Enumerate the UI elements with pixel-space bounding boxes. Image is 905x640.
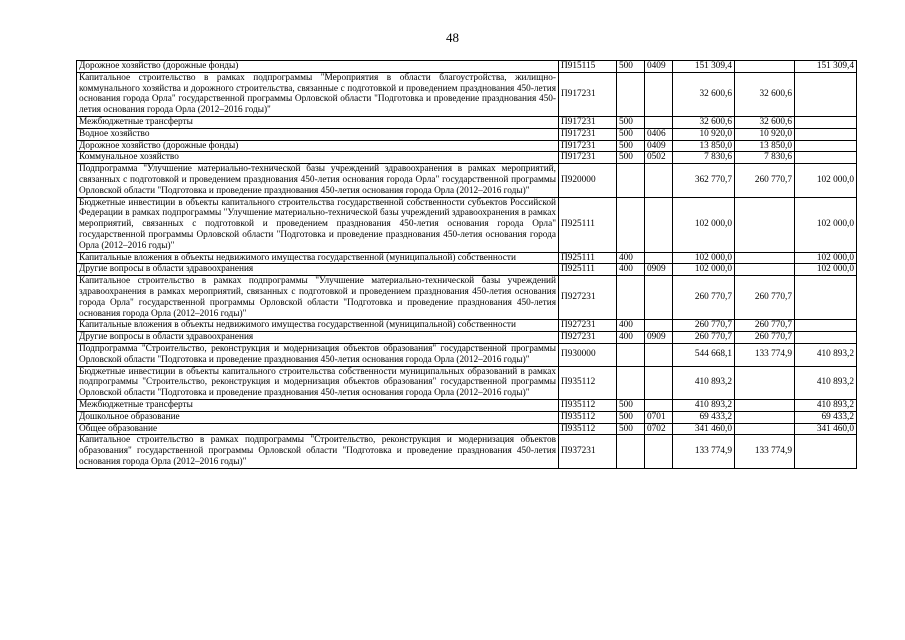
- row-amount-total: 32 600,6: [673, 116, 735, 128]
- row-target-code: П927231: [559, 320, 617, 332]
- row-amount-total: 410 893,2: [673, 366, 735, 399]
- row-section-code: [645, 116, 673, 128]
- row-section-code: [645, 343, 673, 366]
- row-expense-type: 500: [617, 423, 645, 435]
- row-amount-total: 260 770,7: [673, 320, 735, 332]
- page-number: 48: [446, 30, 459, 45]
- row-amount-regional: [735, 399, 795, 411]
- table-row: [77, 435, 857, 468]
- row-target-code: П925111: [559, 252, 617, 264]
- row-amount-total: 362 770,7: [673, 164, 735, 197]
- table-row: [77, 366, 857, 399]
- row-section-code: 0409: [645, 140, 673, 152]
- row-amount-total: 260 770,7: [673, 276, 735, 320]
- row-amount-regional: 260 770,7: [735, 276, 795, 320]
- table-row: [77, 343, 857, 366]
- row-amount-total: 69 433,2: [673, 411, 735, 423]
- row-section-code: 0909: [645, 332, 673, 344]
- table-row: [77, 128, 857, 140]
- row-description: Общее образование: [77, 423, 559, 435]
- table-row: [77, 72, 857, 116]
- row-expense-type: 500: [617, 128, 645, 140]
- row-target-code: П917231: [559, 72, 617, 116]
- row-expense-type: [617, 164, 645, 197]
- row-amount-federal: [795, 128, 857, 140]
- row-section-code: 0502: [645, 152, 673, 164]
- row-amount-regional: 32 600,6: [735, 116, 795, 128]
- row-amount-regional: [735, 264, 795, 276]
- row-section-code: [645, 197, 673, 252]
- row-amount-federal: 151 309,4: [795, 61, 857, 73]
- row-target-code: П917231: [559, 128, 617, 140]
- row-expense-type: 500: [617, 116, 645, 128]
- row-section-code: [645, 72, 673, 116]
- row-section-code: 0702: [645, 423, 673, 435]
- row-section-code: [645, 399, 673, 411]
- table-row: [77, 152, 857, 164]
- row-expense-type: 400: [617, 332, 645, 344]
- row-amount-federal: [795, 435, 857, 468]
- row-description: Дорожное хозяйство (дорожные фонды): [77, 140, 559, 152]
- row-description: Коммунальное хозяйство: [77, 152, 559, 164]
- row-amount-regional: [735, 366, 795, 399]
- row-amount-total: 102 000,0: [673, 252, 735, 264]
- row-amount-regional: [735, 423, 795, 435]
- row-amount-total: 151 309,4: [673, 61, 735, 73]
- row-section-code: 0701: [645, 411, 673, 423]
- row-amount-federal: [795, 72, 857, 116]
- row-amount-total: 102 000,0: [673, 197, 735, 252]
- row-expense-type: [617, 72, 645, 116]
- row-amount-regional: 260 770,7: [735, 320, 795, 332]
- row-amount-federal: 410 893,2: [795, 399, 857, 411]
- row-amount-total: 32 600,6: [673, 72, 735, 116]
- table-row: [77, 411, 857, 423]
- table-row: [77, 197, 857, 252]
- row-description: Межбюджетные трансферты: [77, 399, 559, 411]
- table-row: [77, 264, 857, 276]
- row-description: Капитальное строительство в рамках подпрограммы "Улучшение материально-технической базы учреждений здравоохранения в рамках мероприятий, связанных с подготовкой и проведением празднования 450-летия основания города Орла" государственной программы Орловской области "Подготовка и проведение празднования 450-летия основания города Орла (2012–2016 годы)": [77, 276, 559, 320]
- row-description: Другие вопросы в области здравоохранения: [77, 264, 559, 276]
- row-description: Дорожное хозяйство (дорожные фонды): [77, 61, 559, 73]
- table-row: [77, 332, 857, 344]
- row-amount-total: 410 893,2: [673, 399, 735, 411]
- row-amount-federal: 69 433,2: [795, 411, 857, 423]
- row-expense-type: 400: [617, 320, 645, 332]
- row-target-code: П935112: [559, 411, 617, 423]
- row-target-code: П917231: [559, 116, 617, 128]
- row-description: Подпрограмма "Улучшение материально-технической базы учреждений здравоохранения в рамках мероприятий, связанных с подготовкой и проведением празднования 450-летия основания города Орла" государственной программы Орловской области "Подготовка и проведение празднования 450-летия основания города Орла (2012–2016 годы)": [77, 164, 559, 197]
- row-amount-regional: 13 850,0: [735, 140, 795, 152]
- row-target-code: П927231: [559, 276, 617, 320]
- row-expense-type: 500: [617, 152, 645, 164]
- row-amount-federal: 410 893,2: [795, 366, 857, 399]
- row-description: Водное хозяйство: [77, 128, 559, 140]
- row-description: Межбюджетные трансферты: [77, 116, 559, 128]
- row-amount-regional: 260 770,7: [735, 332, 795, 344]
- row-description: Другие вопросы в области здравоохранения: [77, 332, 559, 344]
- row-target-code: П915115: [559, 61, 617, 73]
- row-description: Дошкольное образование: [77, 411, 559, 423]
- table-row: [77, 399, 857, 411]
- row-amount-federal: 102 000,0: [795, 264, 857, 276]
- row-description: Подпрограмма "Строительство, реконструкция и модернизация объектов образования" государственной программы Орловской области "Подготовка и проведение празднования 450-летия основания города Орла (2012–2016 годы)": [77, 343, 559, 366]
- row-expense-type: [617, 197, 645, 252]
- row-expense-type: 500: [617, 61, 645, 73]
- row-amount-federal: [795, 276, 857, 320]
- row-amount-regional: [735, 411, 795, 423]
- row-amount-regional: 133 774,9: [735, 435, 795, 468]
- table-row: [77, 276, 857, 320]
- row-target-code: П925111: [559, 197, 617, 252]
- row-target-code: П917231: [559, 140, 617, 152]
- table-row: [77, 116, 857, 128]
- row-expense-type: [617, 435, 645, 468]
- row-amount-total: 7 830,6: [673, 152, 735, 164]
- row-description: Капитальное строительство в рамках подпрограммы "Строительство, реконструкция и модернизация объектов образования" государственной программы Орловской области "Подготовка и проведение празднования 450-летия основания города Орла (2012–2016 годы)": [77, 435, 559, 468]
- row-target-code: П937231: [559, 435, 617, 468]
- row-section-code: 0909: [645, 264, 673, 276]
- row-amount-federal: [795, 152, 857, 164]
- row-amount-federal: [795, 332, 857, 344]
- row-amount-federal: [795, 320, 857, 332]
- row-target-code: П930000: [559, 343, 617, 366]
- row-amount-total: 260 770,7: [673, 332, 735, 344]
- row-amount-total: 13 850,0: [673, 140, 735, 152]
- row-description: Капитальные вложения в объекты недвижимого имущества государственной (муниципальной) собственности: [77, 252, 559, 264]
- row-amount-regional: 260 770,7: [735, 164, 795, 197]
- row-amount-regional: [735, 197, 795, 252]
- row-amount-regional: 7 830,6: [735, 152, 795, 164]
- row-amount-regional: [735, 252, 795, 264]
- row-amount-regional: 133 774,9: [735, 343, 795, 366]
- row-expense-type: [617, 276, 645, 320]
- row-section-code: [645, 320, 673, 332]
- row-description: Капитальное строительство в рамках подпрограммы "Мероприятия в области благоустройства, жилищно-коммунального хозяйства и дорожного строительства, связанные с подготовкой и проведением празднования 450-летия основания города Орла" государственной программы Орловской области "Подготовка и проведение празднования 450-летия основания города Орла (2012–2016 годы)": [77, 72, 559, 116]
- row-amount-regional: [735, 61, 795, 73]
- table-row: [77, 140, 857, 152]
- row-target-code: П920000: [559, 164, 617, 197]
- row-description: Бюджетные инвестиции в объекты капитального строительства собственности муниципальных образований в рамках подпрограммы "Строительство, реконструкция и модернизация объектов образования" государственной программы Орловской области "Подготовка и проведение празднования 450-летия основания города Орла (2012–2016 годы)": [77, 366, 559, 399]
- row-target-code: П925111: [559, 264, 617, 276]
- row-description: Бюджетные инвестиции в объекты капитального строительства государственной собственности субъектов Российской Федерации в рамках подпрограммы "Улучшение материально-технической базы учреждений здравоохранения в рамках мероприятий, связанных с подготовкой и проведением празднования 450-летия основания города Орла" государственной программы Орловской области "Подготовка и проведение празднования 450-летия основания города Орла (2012–2016 годы)": [77, 197, 559, 252]
- row-section-code: [645, 164, 673, 197]
- row-target-code: П917231: [559, 152, 617, 164]
- row-expense-type: 400: [617, 264, 645, 276]
- budget-table: [76, 60, 857, 469]
- row-section-code: [645, 435, 673, 468]
- table-row: [77, 423, 857, 435]
- row-section-code: [645, 276, 673, 320]
- row-amount-federal: [795, 116, 857, 128]
- row-amount-total: 133 774,9: [673, 435, 735, 468]
- row-description: Капитальные вложения в объекты недвижимого имущества государственной (муниципальной) собственности: [77, 320, 559, 332]
- row-amount-federal: 102 000,0: [795, 197, 857, 252]
- row-amount-total: 10 920,0: [673, 128, 735, 140]
- row-target-code: П935112: [559, 366, 617, 399]
- row-amount-federal: 102 000,0: [795, 252, 857, 264]
- row-section-code: [645, 366, 673, 399]
- row-target-code: П927231: [559, 332, 617, 344]
- row-expense-type: 500: [617, 399, 645, 411]
- table-row: [77, 320, 857, 332]
- table-row: [77, 252, 857, 264]
- row-section-code: 0409: [645, 61, 673, 73]
- table-row: [77, 61, 857, 73]
- row-amount-regional: 32 600,6: [735, 72, 795, 116]
- row-expense-type: 500: [617, 411, 645, 423]
- row-amount-federal: 102 000,0: [795, 164, 857, 197]
- table-row: [77, 164, 857, 197]
- row-target-code: П935112: [559, 423, 617, 435]
- row-amount-total: 102 000,0: [673, 264, 735, 276]
- row-amount-federal: [795, 140, 857, 152]
- row-target-code: П935112: [559, 399, 617, 411]
- row-expense-type: 500: [617, 140, 645, 152]
- row-amount-total: 544 668,1: [673, 343, 735, 366]
- row-section-code: 0406: [645, 128, 673, 140]
- row-section-code: [645, 252, 673, 264]
- row-expense-type: [617, 366, 645, 399]
- row-amount-federal: 341 460,0: [795, 423, 857, 435]
- row-amount-total: 341 460,0: [673, 423, 735, 435]
- row-amount-regional: 10 920,0: [735, 128, 795, 140]
- row-expense-type: 400: [617, 252, 645, 264]
- row-expense-type: [617, 343, 645, 366]
- row-amount-federal: 410 893,2: [795, 343, 857, 366]
- budget-table-body: [77, 61, 857, 469]
